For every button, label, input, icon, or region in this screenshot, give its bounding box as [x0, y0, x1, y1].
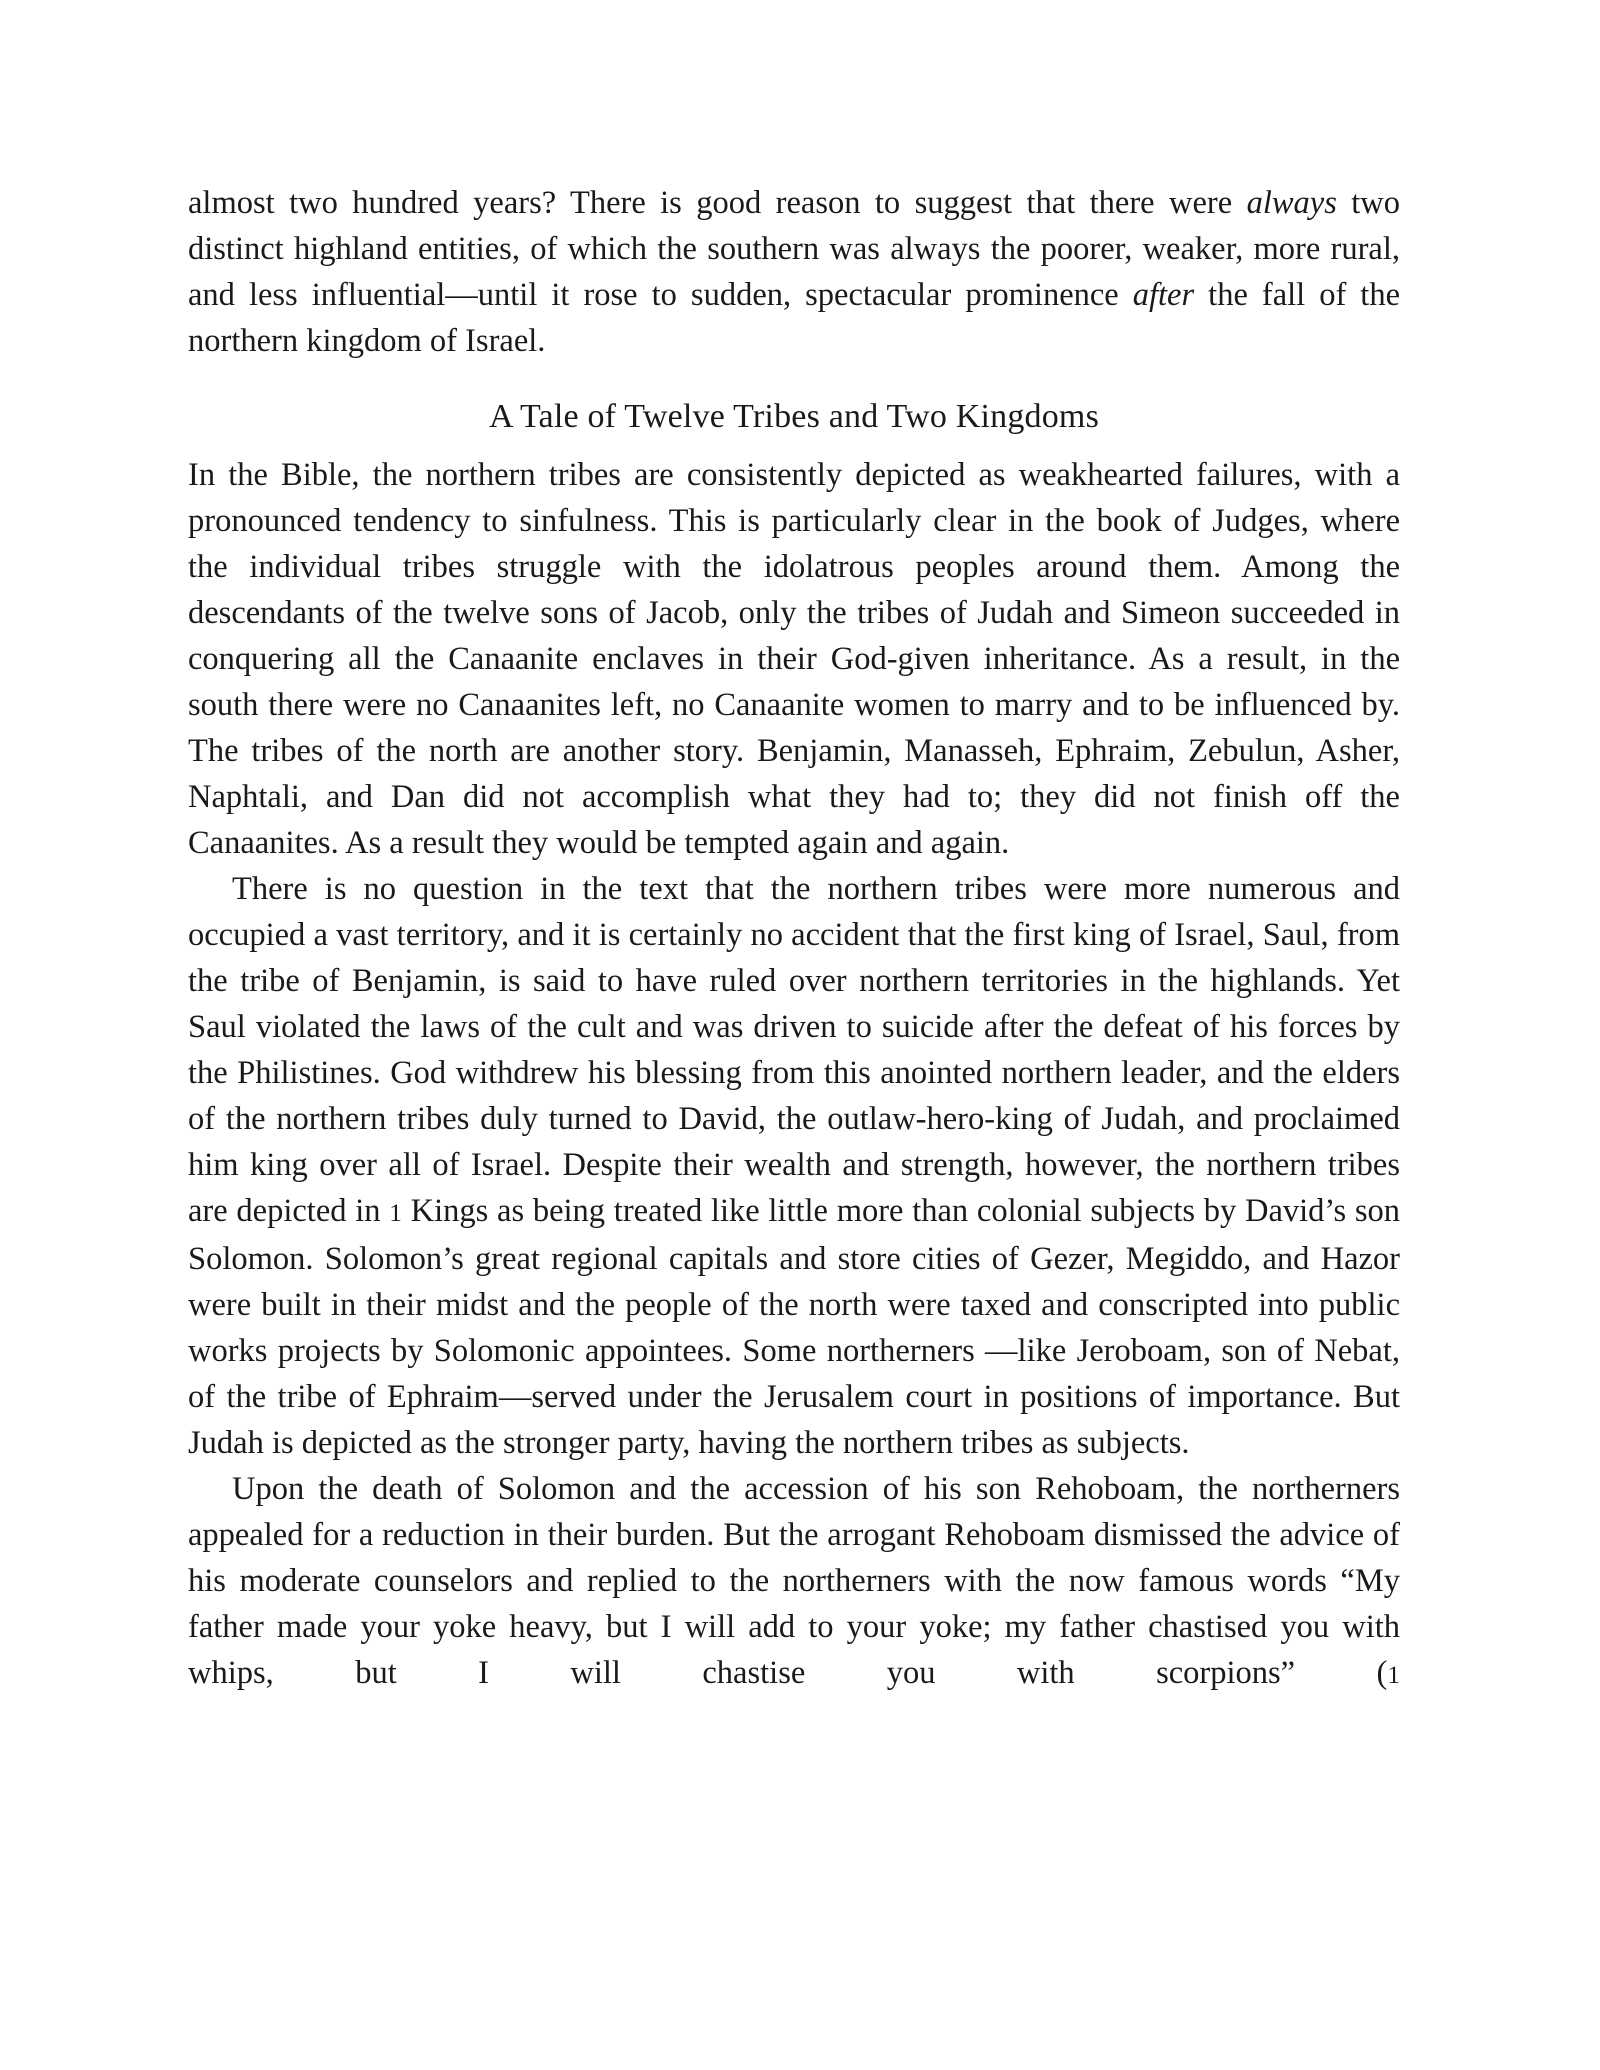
intro-paragraph [188, 180, 1400, 364]
body-paragraph-2 [188, 866, 1400, 1466]
text-run: There is no question in the text that the northern tribes were more numerous and occupied a vast territory, and it is certainly no accident that the first king of Israel, Saul, from the tribe of Benjamin, is said to have ruled over northern territories in the highlands. Yet Saul violated the laws of the cult and was driven to suicide after the defeat of his forces by the Philistines. God withdrew his blessing from this anointed northern leader, and the elders of the northern tribes duly turned to David, the outlaw-hero-king of Judah, and proclaimed him king over all of Israel. Despite their wealth and strength, however, the northern tribes are depicted in [188, 871, 1400, 1229]
text-run: the fall of the northern kingdom of Israel. [188, 277, 1401, 359]
text-run: Kings as being treated like little more than colonial subjects by David’s son Solomon. Solomon’s great regional capitals and store cities of Gezer, Megiddo, and Hazor were built in their midst and the people of the north were taxed and conscripted into public works projects by Solomonic appointees. Some northerners —like Jeroboam, son of Nebat, of the tribe of Ephraim—served under the Jerusalem court in positions of importance. But Judah is depicted as the stronger party, having the northern tribes as subjects. [188, 1193, 1400, 1461]
body-paragraph-3 [188, 1466, 1400, 1698]
text-run: almost two hundred years? There is good reason to suggest that there were [188, 185, 1247, 221]
section-heading: A Tale of Twelve Tribes and Two Kingdoms [488, 398, 1100, 435]
body-paragraph-1: In the Bible, the northern tribes are consistently depicted as weakhearted failures, with a pronounced tendency to sinfulness. This is particularly clear in the book of Judges, where the individual tribes struggle with the idolatrous peoples around them. Among the descendants of the twelve sons of Jacob, only the tribes of Judah and Simeon succeeded in conquering all the Canaanite enclaves in their God-given inheritance. As a result, in the south there were no Canaanites left, no Canaanite women to marry and to be influenced by. The tribes of the north are another story. Benjamin, Manasseh, Ephraim, Zebulun, Asher, Naphtali, and Dan did not accomplish what they had to; they did not finish off the Canaanites. As a result they would be tempted again and again. [188, 457, 1400, 861]
text-run: two distinct highland entities, of which the southern was always the poorer, weaker, more rural, and less influential—until it rose to sudden, spectacular prominence [188, 185, 1401, 313]
emphasis-text: after [1132, 277, 1195, 313]
oldstyle-numeral: 1 [389, 1199, 402, 1227]
emphasis-text: always [1246, 185, 1337, 221]
oldstyle-numeral: 1 [1387, 1661, 1400, 1689]
text-run: Upon the death of Solomon and the accession of his son Rehoboam, the northerners appealed for a reduction in their burden. But the arrogant Rehoboam dismissed the advice of his moderate counselors and replied to the northerners with the now famous words “My father made your yoke heavy, but I will add to your yoke; my father chastised you with whips, but I will chastise you with scorpions” ( [188, 1471, 1400, 1691]
page-body [188, 180, 1400, 1698]
